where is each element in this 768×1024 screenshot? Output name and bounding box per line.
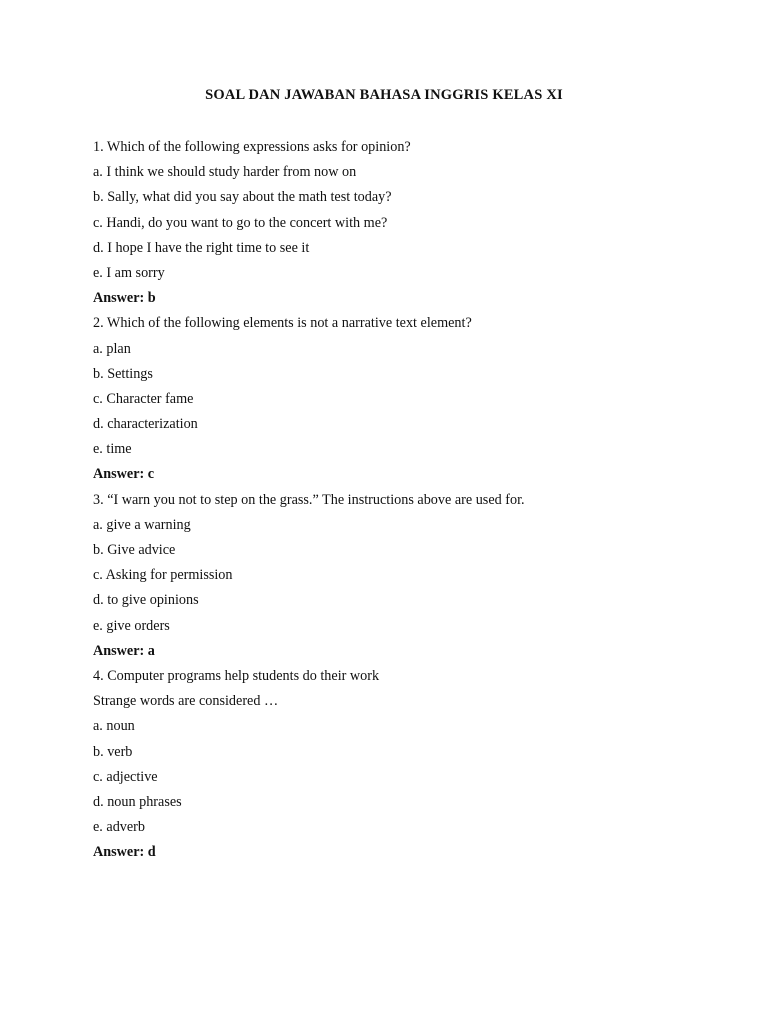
answer-key: Answer: a (93, 642, 155, 659)
answer-option: b. Settings (93, 365, 153, 382)
question-block (93, 490, 713, 666)
question-block (93, 313, 713, 489)
answer-option: e. time (93, 441, 132, 458)
question-text: 1. Which of the following expressions asks for opinion? (93, 139, 411, 155)
answer-option: b. verb (93, 743, 133, 760)
answer-option: a. noun (93, 718, 135, 735)
answer-option: b. Give advice (93, 542, 176, 558)
answer-option: a. plan (93, 340, 131, 357)
answer-option: a. I think we should study harder from now on (93, 164, 357, 181)
answer-option: a. give a warning (93, 516, 191, 533)
answer-option: e. give orders (93, 617, 170, 634)
question-text: 2. Which of the following elements is not a narrative text element? (93, 315, 472, 332)
question-text: 4. Computer programs help students do their work (93, 667, 380, 684)
answer-option: d. noun phrases (93, 793, 182, 810)
answer-option: d. to give opinions (93, 592, 199, 609)
answer-option: d. characterization (93, 416, 198, 433)
answer-option: c. adjective (93, 768, 158, 785)
answer-option: b. Sally, what did you say about the math test today? (93, 189, 392, 206)
question-list (93, 137, 713, 867)
question-block (93, 666, 713, 868)
answer-key: Answer: d (93, 844, 156, 861)
question-block (93, 137, 713, 313)
page-title: SOAL DAN JAWABAN BAHASA INGGRIS KELAS XI (205, 87, 563, 103)
answer-key: Answer: b (93, 290, 156, 307)
answer-key: Answer: c (93, 466, 155, 483)
answer-option: d. I hope I have the right time to see it (93, 239, 310, 256)
answer-option: e. adverb (93, 819, 145, 836)
answer-option: c. Handi, do you want to go to the concert with me? (93, 214, 388, 231)
answer-option: c. Asking for permission (93, 567, 233, 584)
question-text-continued: Strange words are considered … (93, 693, 279, 710)
answer-option: e. I am sorry (93, 264, 165, 281)
question-text: 3. “I warn you not to step on the grass.” The instructions above are used for. (93, 491, 525, 508)
answer-option: c. Character fame (93, 390, 194, 407)
